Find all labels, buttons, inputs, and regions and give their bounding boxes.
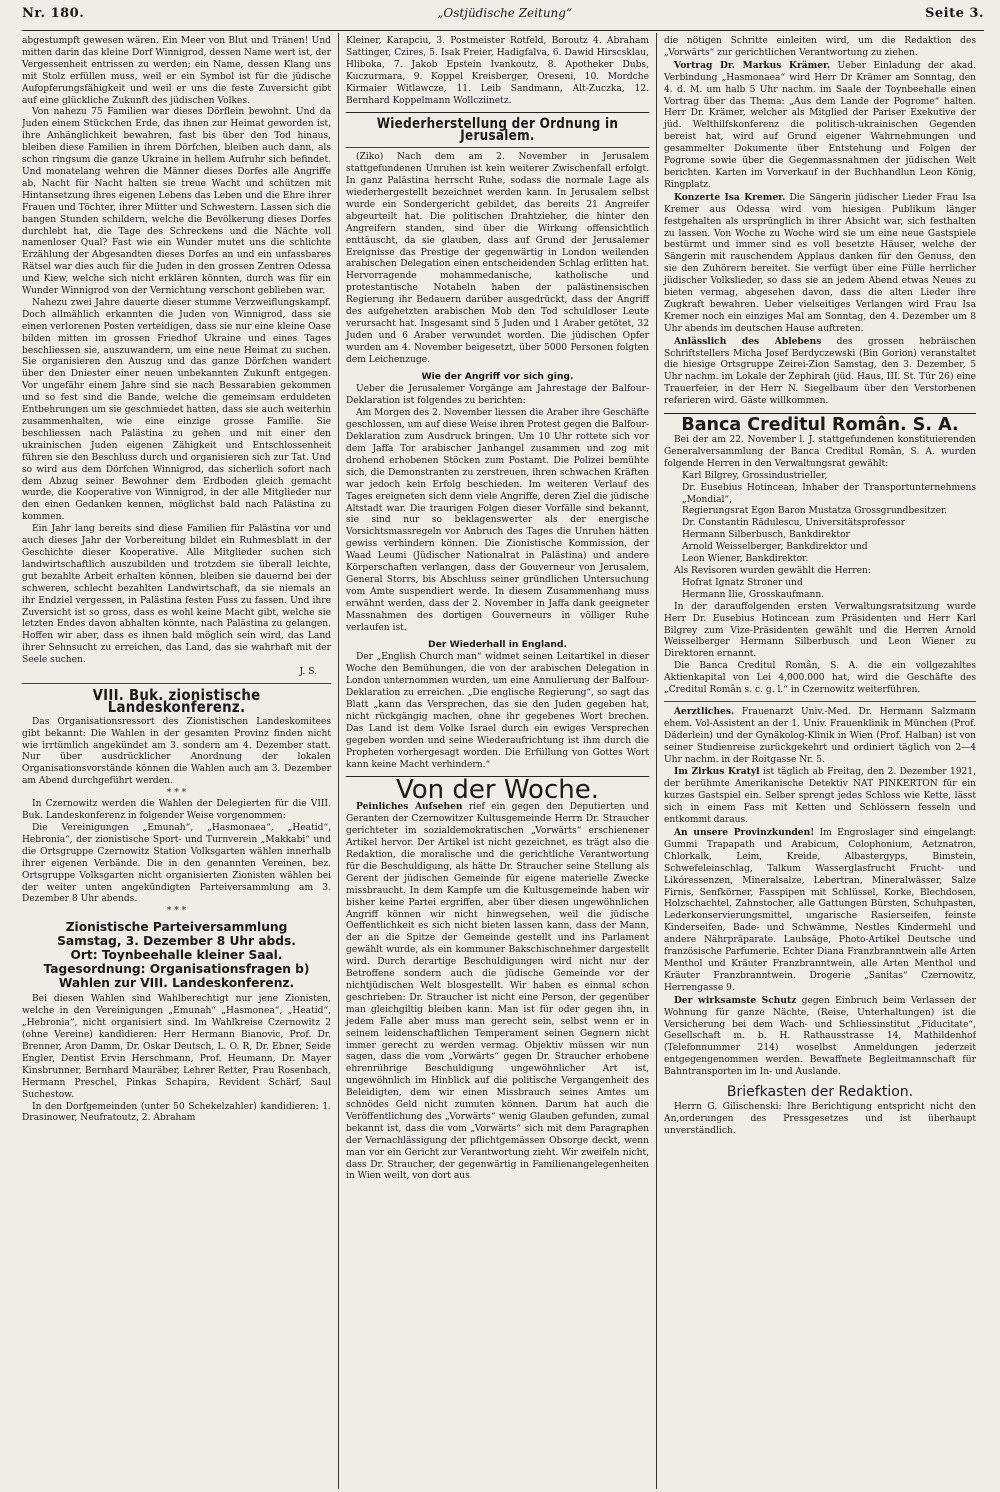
meeting-notice xyxy=(22,920,331,990)
paragraph: Ueber die Jerusalemer Vorgänge am Jahrestage der Balfour-Deklaration ist folgendes zu berichten: xyxy=(346,384,649,407)
columns xyxy=(22,33,984,1489)
list-item: Leon Wiener, Bankdirektor. xyxy=(682,554,809,565)
paragraph-lead: Aerztliches. xyxy=(674,705,735,717)
board-list xyxy=(664,471,976,566)
paragraph-text: Die Sängerin jüdischer Lieder Frau Isa Kremer aus Odessa wird vom hiesigen Publikum länger festgehalten als ursprünglich in ihrer Absicht war, sich festhalten zu lassen. Von Woche zu Woche wird sie um eine neue Gastspiele bestürmt und immer sind es voll besetzte Häuser, welche der Sängerin mit rauschendem Applaus danken für den Genuss, den sie den Zuhörern bereitet. Sie verfügt über eine Fülle herrlicher jüdischer Volkslieder, so dass sie an jedem Abend etwas Neues zu bieten vermag, abgesehen davon, dass die alten Lieder ihre Zugkraft bewahren. Ueber vielseitiges Verlangen wird Frau Isa Kremer noch ein einziges Mal am Sonntag, den 4. Dezember um 8 Uhr abends im deutschen Hause auftreten. xyxy=(664,192,976,334)
paragraph-text: des grossen hebräischen Schriftstellers Micha Josef Berdyczewski (Bin Gorion) veranstaltet die hiesige Ortsgruppe Zeirei-Zion Samstag, den 3. Dezember, 5 Uhr nachm. im Lokale der Zephirah (jüd. Haus, III. St. Tür 26) eine Trauerfeier, in der Herr N. Siegelbaum über den Verstorbenen referieren wird. Gäste willkommen. xyxy=(664,336,976,407)
article-winnigrod xyxy=(22,36,331,679)
paragraph-text: rief ein gegen den Deputierten und Geranten der Czernowitzer Kultusgemeinde Herrn Dr. Straucher gerichteter im sozialdemokratischen „Vorwärts“ erschienener Artikel hervor. Der Artikel ist nicht gezeichnet, es trägt also die Redaktion, die moralische und die gerichtliche Verantwortung für die Beschuldigung, als hätte Dr. Straucher seine Stellung als Gerent der jüdischen Gemeinde für eigene materielle Zwecke missbraucht. In dem Kampfe um die Kultusgemeinde haben wir bisher keine Partei ergriffen, aber über diesen ungewöhnlichen Angriff können wir nicht hinwegsehen, weil die jüdische Oeffentlichkeit es sich nicht bieten lassen kann, dass der Mann, der an die Spitze der Gemeinde gestellt und ins Parlament gewählt wurde, als ein kommuner Bakschischnehmer dargestellt wird. Durch derartige Beschuldigungen wird nicht nur der Betroffene sondern auch die jüdische Gemeinde vor der nichtjüdischen Welt blosgestellt. Wir haben es einmal schon geschrieben: Dr. Straucher ist nicht eine Person, der gegenüber man gleichgiltig bleiben kann. Man ist für oder gegen ihn, in jedem Falle aber muss man gerecht sein, selbst wenn er in seinem leidenschaftlichen Temperament seinen Gegnern nicht immer gerecht zu werden vermag. Objektiv müssen wir nun sagen, dass die vom „Vorwärts“ gegen Dr. Straucher erhobene ehrenrührige Beschuldigung ungewöhnlicher Art ist, ungewöhnlich im Hinblick auf die politische Vergangenheit des Beleidigten, dem wir einen Missbrauch seines Amtes um schnödes Geld nicht zumuten können. Darum hat auch die Veröffentlichung des „Vorwärts“ wenig Glauben gefunden, zumal bekannt ist, dass die vom „Vorwärts“ sich mit dem Paragraphen der Vernachlässigung der pflichtgemässen Obsorge deckt, wenn man vor ein Gericht zur Verantwortung zieht. Wir zweifeln nicht, dass Dr. Straucher, der gegenwärtig in Familienangelegenheiten in Wien weilt, von dort aus xyxy=(346,802,649,1182)
paragraph: Die Vereinigungen „Emunah“, „Hasmonaea“, „Heatid“, Hebronia“, der zionistische Sport- und Turnverein „Makkabi“ und die Ortsgruppe Czernowitz Station Volksgarten wählen innerhalb ihrer eigenen Verbände. Die in den genannten Vereinen, bez. Ortsgruppe Volksgarten nicht organisierten Zionisten wählen bei der weiter unten angekündigten Parteiversammlung am 3. Dezember 8 Uhr abends. xyxy=(22,823,331,905)
paragraph xyxy=(664,827,976,995)
paragraph: Nahezu zwei Jahre dauerte dieser stumme Verzweiflungskampf. Doch allmählich erkannten die Juden von Winnigrod, dass sie einen verlorenen Posten verteidigen, dass sie nur eine kleine Oase bilden mitten im grossen Friedhof Ukraine und eines Tages beschliessen sie, auszuwandern, um eine neue Heimat zu suchen. Sie organisieren den Auszug und das ganze Dörfchen wandert über den Dniester einer neuen unbekannten Zukunft entgegen. Vor ungefähr einem Jahre sind sie nach Bessarabien gekommen und so fest sind die Bande, welche die gemeinsam erduldeten Entbehrungen um sie geschmiedet hatten, dass sie auch weiterhin zusammenhalten, wie eine einzige grosse Familie. Sie beschliessen nach Palästina zu gehen und mit einer den ukrainischen Juden eigenen Zähigkeit und Entschlossenheit führen sie den Beschluss durch und organisieren sich zur Tat. Und so wird aus dem Dörfchen Winnigrod, das sicherlich sofort nach dem Abzug seiner Bewohner dem Erdboden gleich gemacht wurde, die Kooperative von Winnigrod, in der alle Mitglieder nur den einen Gedanken kennen, möglichst bald nach Palästina zu kommen. xyxy=(22,297,331,523)
paragraph-text: Im Engroslager sind eingelangt: Gummi Trapapath und Arabicum, Colophonium, Aetznatron, Chlorkalk, Leim, Kreide, Albastergyps, Bimstein, Schwefeleinschlag, Talkum Wasserglasfrucht Frucht- und Likóressenzen, Mineralsalze, Lebertran, Mineralwässer, Salze Firnis, Senfkörner, Fasspipen mit Schlüssel, Korke, Blechdosen, Holzschachtel, Zahnstocher, alle Gattungen Bürsten, Schuhpasten, Lederkonservierungsmittel, ungarische Rasierseifen, feinste Kinderseifen, Bade- und Schwämme, Nestles Kindermehl und andere Nährpräparate. Laubsäge, Photo-Artikel Deutsche und französische Parfumerie. Echter Diana Franzbranntwein alle Arten Menthol und Kräuter Franzbranntwein, alle Arten Menthol und Kräuter Franzbranntwein. Drogerie „Sanitas“ Czernowitz, Herrengasse 9. xyxy=(664,828,976,993)
paragraph-lead: Im Zirkus Kratyl xyxy=(674,766,760,778)
paragraph xyxy=(346,801,649,1183)
page-number: Seite 3. xyxy=(925,6,984,21)
notice-line: Samstag, 3. Dezember 8 Uhr abds. xyxy=(57,934,296,949)
headline-banca: Banca Creditul Român. S. A. xyxy=(681,415,959,436)
paragraph-text: Ihre Berichtigung entspricht nicht den An,orderungen des Pressgesetzes und ist überhaupt unverständlich. xyxy=(664,1101,976,1136)
headline-jerusalem: Wiederherstellung der Ordnung in Jerusalem. xyxy=(376,116,619,145)
list-item: Dr. Eusebius Hotincean, Inhaber der Transportunternehmens „Mondial“, xyxy=(682,482,976,505)
subheading-angriff: Wie der Angriff vor sich ging. xyxy=(421,370,574,382)
paragraph-text: Frauenarzt Univ.-Med. Dr. Hermann Salzmann ehem. Vol-Assistent an der 1. Univ. Frauenklinik in München (Prof. Däderlein) und der Gynäkolog-Klinik in Wien (Prof. Halban) ist von seiner Studienreise zurückgekehrt und ordiniert täglich von 2—4 Uhr nachm. in der Roitgasse Nr. 5. xyxy=(664,706,976,765)
paragraph-lead: Herrn G. Gilischenski: xyxy=(674,1101,782,1112)
list-item: Hofrat Ignatz Stroner und xyxy=(682,577,803,588)
ornament: * * * xyxy=(166,906,187,917)
paragraph-text: Ueber Einladung der akad. Verbindung „Hasmonaea“ wird Herr Dr Krämer am Sonntag, den 4. d. M. um halb 5 Uhr nachm. im Saale der Toynbeehalle einen Vortrag über das Thema: „Aus dem Lande der Pogrome“ halten. Herr Dr. Krämer, welcher als Mitglied der Pariser Exekutive der jüd. Welthilfskonferenz die politisch-ukrainischen Gegenden bereist hat, wird auf Grund eigener Wahrnehmungen und gesammelter Dokumente über Entstehung und Folgen der Pogrome sowie über die Gegenmassnahmen der jüdischen Welt berichten. Karten im Vorverkauf in der Buchhandlun Leon König, Ringplatz. xyxy=(664,60,976,190)
paragraph xyxy=(664,60,976,192)
paragraph: Das Organisationsressort des Zionistischen Landeskomitees gibt bekannt: Die Wahlen in der gesamten Provinz finden nicht wie irrtümlich angekündet am 3. sondern am 4. Dezember statt. Nur über ausdrücklicher Anordnung der lokalen Organisationsvorstände können die Wahlen auch am 3. Dezember am Abend durchgeführt werden. xyxy=(22,716,331,787)
paragraph-text: gegen Einbruch beim Verlassen der Wohnung für ganze Nächte, (Reise, Unterhaltungen) ist die Versicherung bei dem Wach- und Schliessinstitut „Fiducitate“, Gesellschaft m. b. H. Rathausstrasse 14, Mathildenhof (Telefonnummer 214) woselbst Anmeldungen jederzeit entgegengenommen werden. Bewaffnete Begleitmannschaft für Bahntransporten im In- und Auslande. xyxy=(664,995,976,1078)
article-signature: J. S. xyxy=(299,667,317,678)
paragraph: In der darauffolgenden ersten Verwaltungsratsitzung wurde Herr Dr. Eusebius Hotincean zum Präsidenten und Herr Karl Bilgrey zum Vize-Präsidenten gewählt und die Herren Arnold Weisselberger Hermann Silberbusch und Leon Wiener zu Direktoren ernannt. xyxy=(664,601,976,660)
paragraph-lead: An unsere Provinzkunden! xyxy=(674,827,815,838)
paragraph: die nötigen Schritte einleiten wird, um die Redaktion des „Vorwärts“ zur gerichtlichen Verantwortung zu ziehen. xyxy=(664,36,976,58)
notice-line: Tagesordnung: Organisationsfragen b) Wahlen zur VIII. Landeskonferenz. xyxy=(43,962,310,991)
paragraph: Die Banca Creditul Român, S. A. die ein vollgezahltes Aktienkapital von Lei 4,000.000 hat, wird die Geschäfte des „Creditul Român s. c. g. l.“ in Czernowitz weiterführen. xyxy=(664,661,976,696)
list-item: Karl Bilgrey, Grossindustrieller, xyxy=(682,470,828,481)
paragraph: Kleiner, Karapciu, 3. Postmeister Rotfeld, Boroutz 4. Abraham Sattinger, Czires, 5. Isak Freier, Hadigfalva, 6. Dawid Hirscsklau, Hliboka, 7. Jakob Epstein Ivankoutz, 8. Apotheker Dubs, Kuczurmara, 9. Koppel Kreisberger, Oreseni, 10. Mordche Kirmaier Witlawcze, 11. Leib Sandmann, Alt-Zuczka, 12. Bernhard Koppelmann Wollcziinetz. xyxy=(346,36,649,106)
paragraph: In Czernowitz werden die Wahlen der Delegierten für die VIII. Buk. Landeskonferenz in folgender Weise vorgenommen: xyxy=(22,799,331,822)
divider xyxy=(664,701,976,702)
list-item: Hermann Silberbusch, Bankdirektor xyxy=(682,530,850,541)
column-2 xyxy=(338,33,656,1489)
paragraph: abgestumpft gewesen wären. Ein Meer von Blut und Tränen! Und mitten darin das kleine Dorf Winnigrod, dessen Name wert ist, der Vergessenheit entrissen zu werden; ein Name, dessen Klang uns mit Stolz erfüllen muss, weil er ein Symbol ist für die jüdische Aufopferungsfähigkeit und weil er uns die feste Zuversicht gibt auf eine glückliche Zukunft des jüdischen Volkes. xyxy=(22,36,331,106)
divider xyxy=(346,147,649,148)
list-item: Regierungsrat Egon Baron Mustatza Grossgrundbesitzer. xyxy=(682,506,948,517)
paragraph-text: ist täglich ab Freitag, den 2. Dezember 1921, der berühmte Amerikanische Detektiv NAT PINKERTON für ein kurzes Gastspiel ein. Selber sprengt jedes Schloss wie Kette, lässt sich in einem Fass mit Ketten und Schlössern fesseln und entkommt daraus. xyxy=(664,767,976,826)
paragraph: Als Revisoren wurden gewählt die Herren: xyxy=(674,565,871,576)
paragraph-lead: Der wirksamste Schutz xyxy=(674,994,797,1006)
paragraph-lead: Vortrag Dr. Markus Krämer. xyxy=(674,59,831,71)
revisor-list xyxy=(664,578,976,602)
divider xyxy=(346,112,649,113)
paragraph xyxy=(664,706,976,767)
list-item: Dr. Constantin Rădulescu, Universitätsprofessor xyxy=(682,518,906,529)
subheading-england: Der Wiederhall in England. xyxy=(428,638,567,650)
divider xyxy=(22,683,331,684)
paragraph: In den Dorfgemeinden (unter 50 Schekelzahler) kandidieren: 1. Drasinower, Neufratoutz, 2. Abraham xyxy=(22,1101,331,1124)
paragraph: Ein Jahr lang bereits sind diese Familien für Palästina vor und auch dieses Jahr der Vorbereitung bildet ein Ruhmesblatt in der Geschichte dieser Kooperative. Alle Mitglieder suchen sich landwirtschaftlich auszubilden und trotzdem sie überall leichte, gut bezahlte Arbeit erhalten können, bleiben sie dauernd bei der schweren, schlecht bezahlten Landwirtschaft, da sie niemals an ihr Endziel vergessen, in Palästina festen Fuss zu fassen. Und ihre Zuversicht ist so gross, dass es wohl keine Macht gibt, welche sie letzten Endes davon abhalten könnte, nach Palästina zu gelangen. Hoffen wir aber, dass es ihnen bald möglich sein wird, das Land ihrer Sehnsucht zu erreichen, das Land, das sie wahrhaft mit der Seele suchen. xyxy=(22,524,331,666)
list-item: Hermann Ilie, Grosskaufmann. xyxy=(682,589,825,600)
article-landeskonferenz xyxy=(22,717,331,1126)
paragraph xyxy=(664,1102,976,1138)
paragraph-lead: Anlässlich des Ablebens xyxy=(674,335,822,347)
paragraph-lead: Peinliches Aufsehen xyxy=(356,801,463,813)
paragraph: Am Morgen des 2. November liessen die Araber ihre Geschäfte geschlossen, um auf diese Weise ihren Protest gegen die Balfour-Deklaration zum Ausdruck bringen. Um 10 Uhr rottete sich vor dem Jaffa Tor arabischer Janhangel zusammen und zog mit drohend erhobenen Stöcken zum Postamt. Die Polizei bemühte sich, die Demonstranten zu zerstreuen, ihren schwachen Kräften war jedoch kein Erfolg beschieden. Im weiteren Verlauf des Tages ereigneten sich denn viele Angriffe, deren Ziel die jüdische Altstadt war. Die traurigen Folgen dieser Vorfälle sind bekannt, sie sind nur so beklagenswerter als der energische Vorsichtsmassregeln vor Anbruch des Tages die Unruhen hätten gewiss verhindern können. Die Zionistische Kommission, der Waad Leumi (Jüdischer Nationalrat in Palästina) und andere Körperschaften verlangen, dass der Gouverneur von Jerusalem, General Storrs, bis Abschluss seiner gründlichen Untersuchung vom Amte suspendiert werde. In diesem Zusammenhang muss erwähnt werden, dass der 2. November in Jaffa dank geeigneter Massnahmen des dortigen Gouverneurs in völliger Ruhe verlaufen ist. xyxy=(346,408,649,633)
headline-von-der-woche: Von der Woche. xyxy=(396,775,599,806)
paragraph: Bei diesen Wahlen sind Wahlberechtigt nur jene Zionisten, welche in den Vereinigungen „Emunah“ „Hasmonea“, „Heatid“, „Hebronia“, nicht organisiert sind. Im Wahlkreise Czernowitz 2 (ohne Vereine) kandidieren: Herr Hermann Bianovic, Prof. Dr. Brenner, Aron Damm, Dr. Oskar Deutsch, L. O. R, Dr. Ebner, Seide Engler, Dentist Ervin Herschmann, Prof. Heumann, Dr. Mayer Kinsbrunner, Bernhard Mauräber, Lehrer Retter, Frau Rosenbach, Hermann Preschel, Pinkas Schapira, Revident Schärf, Saul Suchestow. xyxy=(22,994,331,1100)
masthead xyxy=(22,6,984,31)
headline-briefkasten: Briefkasten der Redaktion. xyxy=(726,1084,914,1101)
paragraph-lead: Konzerte Isa Kremer. xyxy=(674,191,786,203)
column-1 xyxy=(22,33,338,1489)
column-3 xyxy=(656,33,976,1489)
paragraph xyxy=(664,192,976,336)
ornament: * * * xyxy=(166,788,187,799)
notice-line: Zionistische Parteiversammlung xyxy=(65,920,288,935)
issue-number: Nr. 180. xyxy=(22,6,85,21)
paragraph xyxy=(664,995,976,1079)
paragraph xyxy=(664,336,976,408)
divider xyxy=(664,413,976,414)
newspaper-title: „Ostjüdische Zeitung“ xyxy=(437,6,573,20)
paragraph xyxy=(664,766,976,827)
paragraph: Der „English Church man“ widmet seinen Leitartikel in dieser Woche den Bemühungen, die von der arabischen Delegation in London unternommen wurden, um eine Annulierung der Balfour-Deklaration zu erreichen. „Die englische Regierung“, so sagt das Blatt „kann das Versprechen, das sie den Juden gegeben hat, nicht rückgängig machen, ohne ihr gegebenes Wort brechen. Das Land ist dem Volke Israel durch ein ewiges Versprechen gegeben worden und seine Wiederaufrichtung ist ihm durch die Propheten vorhergesagt worden. Die Erfüllung von Gottes Wort kann keine Macht verhindern.“ xyxy=(346,652,649,770)
list-item: Arnold Weisselberger, Bankdirektor und xyxy=(682,542,868,553)
notice-line: Ort: Toynbeehalle kleiner Saal. xyxy=(70,948,283,963)
headline-landeskonferenz: VIII. Buk. zionistische Landeskonferenz. xyxy=(92,685,261,716)
paragraph: (Ziko) Nach dem am 2. November in Jerusalem stattgefundenen Unruhen ist kein weiterer Zwischenfall erfolgt. In ganz Palästina herrscht Ruhe, sodass die normale Lage als wiederhergestellt bezeichnet werden kann. In Jerusalem selbst wurde ein Sondergericht gebildet, das bereits 21 Angreifer abgeurteilt hat. Die politischen Drahtzieher, die hinter den Angreifern standen, sind über die Wirkung offensichtlich enttäuscht, da sie glauben, dass auf Grund der Jerusalemer Ereignisse das Prestige der gegenwärtig in London weilenden arabischen Delegation einen entscheidenden Schlag erlitten hat. Hervorragende mohammedanische, katholische und protestantische Notabeln haben der palästinensischen Regierung ihr Bedauern darüber ausgedrückt, dass der Angriff des aufgehetzten arabischen Mob den Tod schuldloser Leute verursacht hat. Insgesamt sind 5 Juden und 1 Araber getötet, 32 Juden und 6 Araber verwundet worden. Die jüdischen Opfer wurden am 4. November beigesetzt, über 5000 Personen folgten dem Leichenzuge. xyxy=(346,152,649,365)
paragraph: Von nahezu 75 Familien war dieses Dörflein bewohnt. Und da Juden einem Stückchen Erde, das ihnen zur Heimat geworden ist, ihre Anhänglichkeit bewahren, fast bis über den Tod hinaus, bleiben diese Familien in ihrem Dörfchen, bleiben auch dann, als schon ringsum die ganze Ukraine in hellem Aufruhr sich befindet. Und monatelang wehren die Männer dieses Dorfes alle Angriffe ab, Nacht für Nacht halten sie treue Wacht und schützen mit Hintansetzung ihres eigenen Lebens das Leben und die Ehre ihrer Frauen und Töchter, ihrer Mütter und Schwestern. Lassen sich die bangen Stunden schildern, welche die Bevölkerung dieses Dorfes durchlebt hat, die Tage des Schreckens und die Nächte voll namenloser Qual? Fast wie ein Wunder mutet uns die schlichte Erzählung der Abgesandten dieses Dorfes an und ein unfassbares Rätsel war dies auch für die Juden in den grossen Zentren Odessa und Kiew, welche sich nicht erklären könnten, durch was für ein Wunder Winnigrod von der Vernichtung verschont geblieben war. xyxy=(22,107,331,297)
paragraph: Bei der am 22. November l. J. stattgefundenen konstituierenden Generalversammlung der Banca Creditul Român, S. A. wurden folgende Herren in den Verwaltungsrat gewählt: xyxy=(664,435,976,469)
